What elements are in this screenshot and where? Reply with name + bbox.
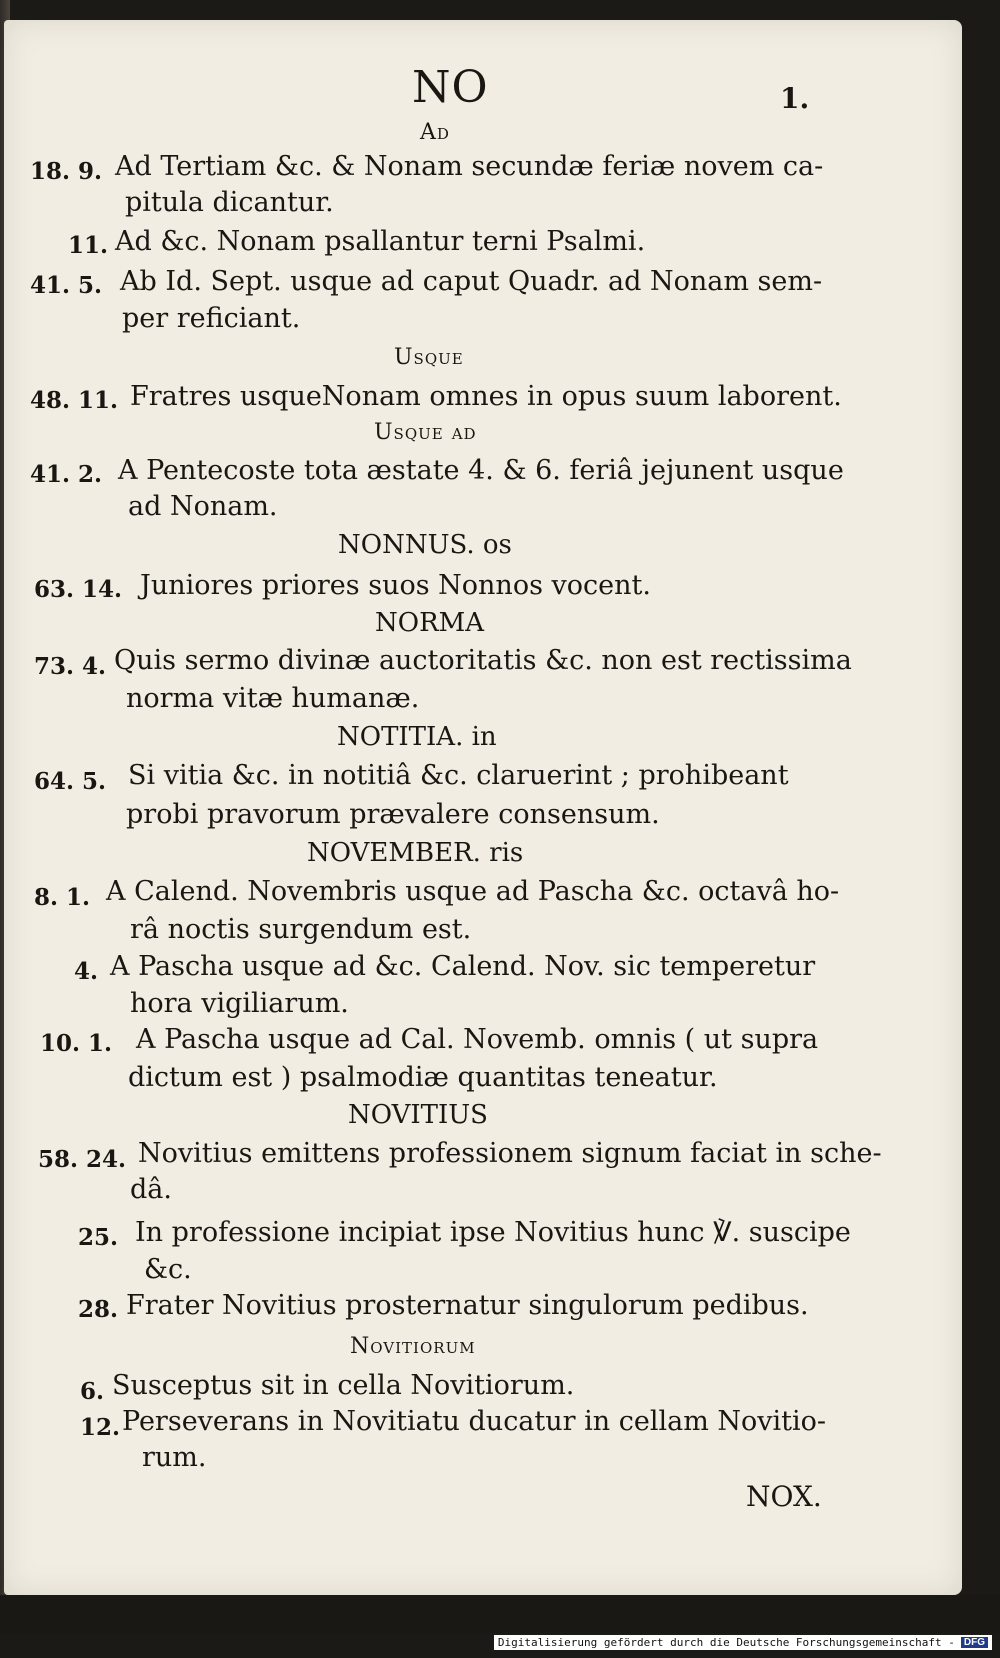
entry-reference: 18. 9. (30, 158, 103, 185)
page-title: NO (412, 62, 489, 113)
section-heading: Novitiorum (350, 1334, 476, 1359)
entry-line: Ab Id. Sept. usque ad caput Quadr. ad Nonam sem- (120, 266, 823, 297)
section-heading: NOVEMBER. ris (307, 838, 524, 868)
entry-line: Si vitia &c. in notitiâ &c. claruerint ; prohibeant (128, 760, 789, 791)
entry-reference: 48. 11. (30, 387, 119, 414)
entry-line-continued: norma vitæ humanæ. (126, 683, 420, 714)
entry-line: A Pascha usque ad Cal. Novemb. omnis ( ut supra (136, 1024, 819, 1055)
catchword: NOX. (746, 1480, 822, 1513)
section-heading: NOVITIUS (348, 1100, 488, 1130)
entry-line: Susceptus sit in cella Novitiorum. (112, 1370, 575, 1401)
entry-reference: 6. (80, 1378, 105, 1405)
entry-reference: 58. 24. (38, 1146, 127, 1173)
section-heading: NONNUS. os (338, 530, 512, 560)
entry-reference: 12. (80, 1414, 121, 1441)
entry-line: A Calend. Novembris usque ad Pascha &c. octavâ ho- (106, 876, 840, 907)
section-heading: NOTITIA. in (337, 722, 497, 752)
entry-reference: 11. (68, 232, 109, 259)
entry-line: Juniores priores suos Nonnos vocent. (140, 570, 651, 601)
entry-line-continued: pitula dicantur. (125, 187, 334, 218)
entry-reference: 4. (74, 958, 99, 985)
entry-line-continued: dictum est ) psalmodiæ quantitas teneatur. (128, 1062, 718, 1093)
entry-reference: 64. 5. (34, 768, 107, 795)
entry-line-continued: râ noctis surgendum est. (130, 914, 472, 945)
entry-reference: 28. (78, 1296, 119, 1323)
entry-line-continued: probi pravorum prævalere consensum. (126, 799, 660, 830)
entry-reference: 25. (78, 1224, 119, 1251)
section-heading: NORMA (375, 608, 485, 638)
entry-line: A Pentecoste tota æstate 4. & 6. feriâ jejunent usque (118, 455, 844, 486)
entry-line-continued: dâ. (130, 1174, 172, 1205)
section-heading: Usque ad (374, 420, 477, 445)
entry-line: Frater Novitius prosternatur singulorum pedibus. (126, 1290, 809, 1321)
entry-line-continued: &c. (144, 1254, 192, 1285)
entry-reference: 41. 2. (30, 461, 103, 488)
entry-reference: 63. 14. (34, 576, 123, 603)
entry-line: Ad Tertiam &c. & Nonam secundæ feriæ novem ca- (115, 151, 824, 182)
dfg-logo: DFG (961, 1637, 988, 1648)
entry-reference: 8. 1. (34, 884, 91, 911)
entry-line-continued: rum. (142, 1442, 207, 1473)
scan-bottom-strip (0, 1595, 1000, 1633)
entry-line-continued: ad Nonam. (128, 491, 278, 522)
entry-line: Quis sermo divinæ auctoritatis &c. non est rectissima (114, 645, 852, 676)
footer-text: Digitalisierung gefördert durch die Deutsche Forschungsgemeinschaft - (497, 1636, 955, 1649)
entry-reference: 73. 4. (34, 653, 107, 680)
section-heading: Usque (394, 345, 464, 370)
entry-line: Perseverans in Novitiatu ducatur in cellam Novitio- (122, 1406, 827, 1437)
section-heading: Ad (420, 120, 450, 145)
entry-line-continued: hora vigiliarum. (130, 988, 349, 1019)
entry-line: A Pascha usque ad &c. Calend. Nov. sic temperetur (110, 951, 816, 982)
entry-line: Ad &c. Nonam psallantur terni Psalmi. (115, 226, 646, 257)
entry-reference: 41. 5. (30, 272, 103, 299)
entry-line: In professione incipiat ipse Novitius hunc ℣. suscipe (135, 1217, 851, 1248)
page-number: 1. (780, 82, 810, 115)
entry-reference: 10. 1. (40, 1030, 113, 1057)
entry-line: Novitius emittens professionem signum faciat in sche- (138, 1138, 882, 1169)
digitization-footer (494, 1635, 992, 1650)
entry-line: Fratres usqueNonam omnes in opus suum laborent. (130, 381, 842, 412)
entry-line-continued: per reficiant. (122, 303, 301, 334)
